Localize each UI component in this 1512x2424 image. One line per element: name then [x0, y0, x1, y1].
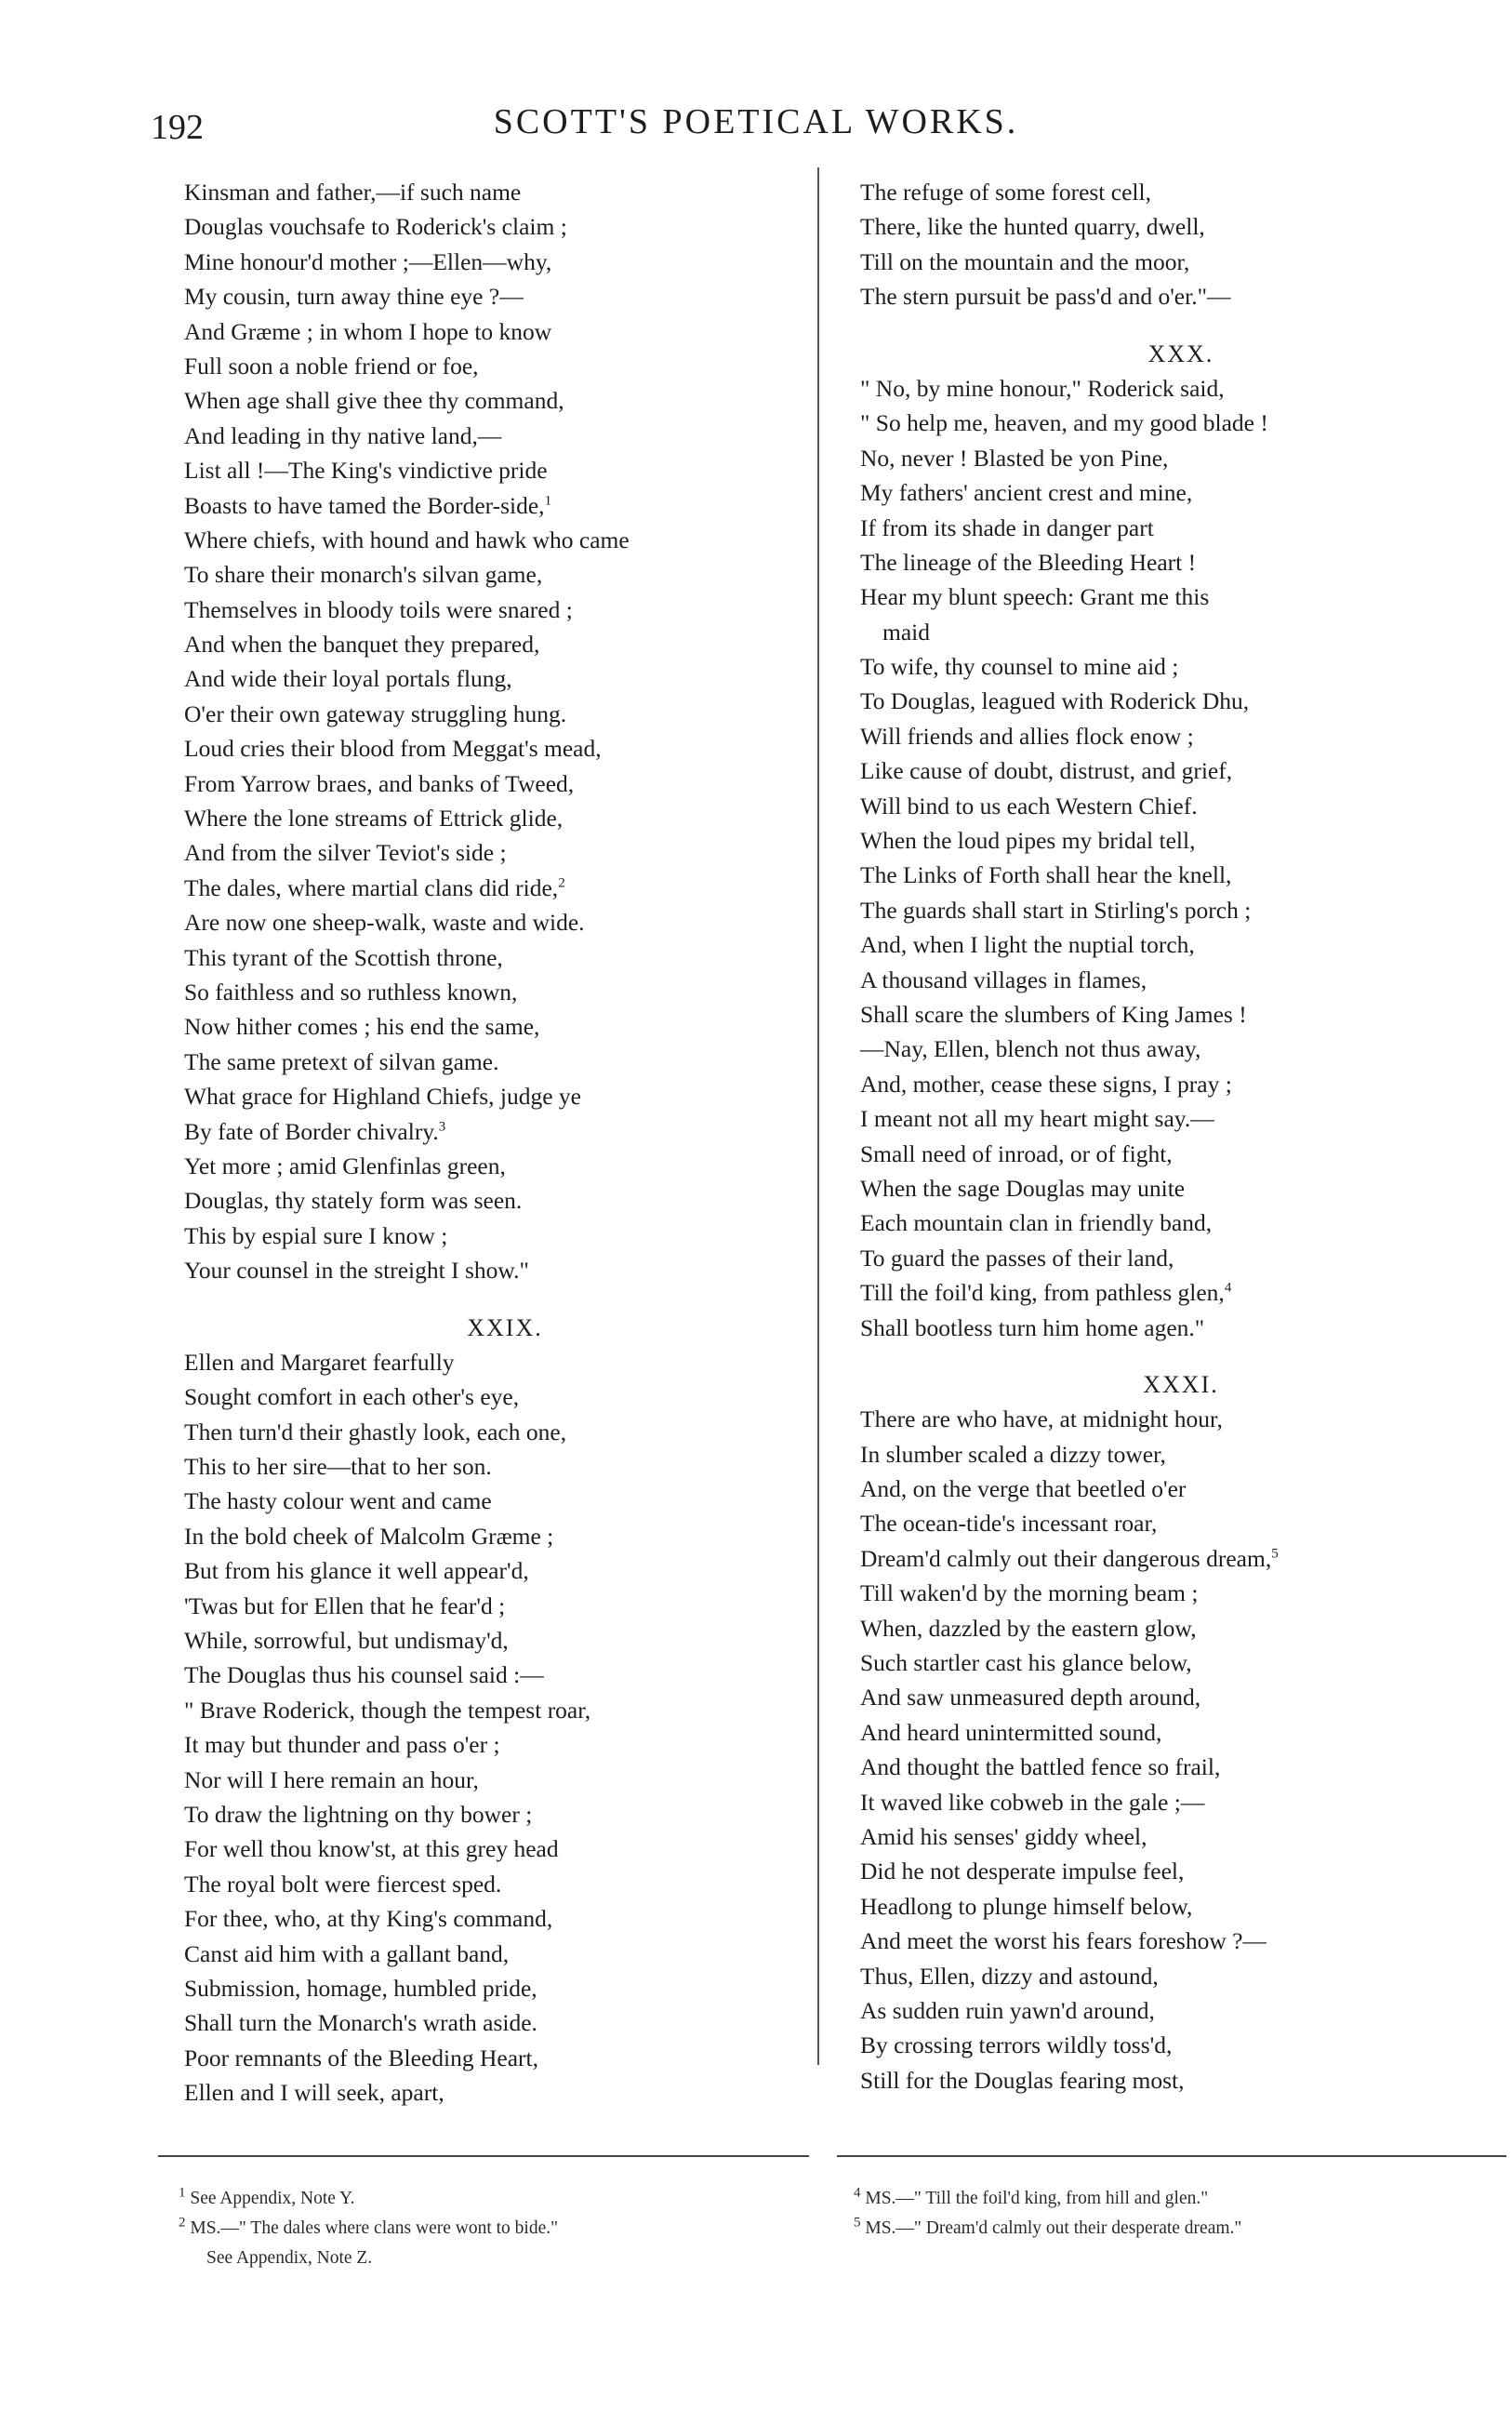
- footnote-text: MS.—" The dales where clans were wont to bide.": [190, 2218, 559, 2238]
- verse-text: When, dazzled by the eastern glow,: [860, 1614, 1197, 1642]
- verse-line: [184, 419, 826, 453]
- verse-line: [184, 2075, 826, 2110]
- verse-text: " So help me, heaven, and my good blade !: [860, 409, 1268, 437]
- verse-text: And when the banquet they prepared,: [184, 631, 540, 659]
- footnote-marker: 2: [558, 875, 565, 891]
- verse-line: [860, 1137, 1502, 1171]
- footnote-text: MS.—" Till the foil'd king, from hill and glen.": [865, 2189, 1209, 2208]
- verse-text: Where the lone streams of Ettrick glide,: [184, 805, 564, 832]
- verse-line: [184, 1519, 826, 1553]
- verse-line: [184, 1079, 826, 1113]
- verse-text: And heard unintermitted sound,: [860, 1718, 1162, 1746]
- footnote-marker: 4: [1224, 1280, 1232, 1296]
- verse-line: [184, 1009, 826, 1044]
- verse-line: [860, 1437, 1502, 1472]
- verse-text: Amid his senses' giddy wheel,: [860, 1822, 1147, 1850]
- verse-line: [184, 871, 826, 905]
- verse-line: [184, 627, 826, 661]
- verse-line: [860, 1101, 1502, 1136]
- verse-text: While, sorrowful, but undismay'd,: [184, 1627, 509, 1655]
- verse-text: maid: [882, 618, 930, 646]
- verse-line: [860, 1959, 1502, 1993]
- verse-line: [860, 1854, 1502, 1888]
- verse-text: And Græme ; in whom I hope to know: [184, 317, 552, 345]
- verse-text: In the bold cheek of Malcolm Græme ;: [184, 1522, 554, 1550]
- verse-line: [860, 1750, 1502, 1784]
- verse-text: My cousin, turn away thine eye ?—: [184, 283, 524, 311]
- verse-line: [860, 753, 1502, 788]
- running-head: SCOTT'S POETICAL WORKS.: [493, 102, 1019, 141]
- verse-text: Shall bootless turn him home agen.": [860, 1313, 1205, 1341]
- verse-line: [184, 661, 826, 696]
- verse-line: [184, 593, 826, 627]
- verse-line: [184, 1379, 826, 1414]
- verse-line: [184, 314, 826, 349]
- verse-line: [184, 940, 826, 975]
- verse-text: The dales, where martial clans did ride,: [184, 873, 559, 901]
- verse-line: [860, 545, 1502, 579]
- verse-text: XXIX.: [467, 1313, 543, 1341]
- verse-text: By crossing terrors wildly toss'd,: [860, 2031, 1173, 2059]
- verse-line: [860, 406, 1502, 440]
- footnote-rule-left: [158, 2155, 809, 2157]
- stanza-heading: [860, 1367, 1502, 1402]
- verse-line: [184, 175, 826, 209]
- verse-line: [184, 279, 826, 313]
- verse-text: Then turn'd their ghastly look, each one,: [184, 1418, 567, 1445]
- verse-line: [860, 175, 1502, 209]
- verse-line: [860, 858, 1502, 892]
- verse-line: [184, 1658, 826, 1692]
- footnote-number: 1: [179, 2185, 186, 2201]
- verse-line: [184, 488, 826, 523]
- verse-text: And meet the worst his fears foreshow ?—: [860, 1927, 1267, 1955]
- verse-line: [184, 1253, 826, 1287]
- verse-text: By fate of Border chivalry.: [184, 1117, 439, 1145]
- verse-text: " No, by mine honour," Roderick said,: [860, 374, 1225, 402]
- footnote: [179, 2184, 558, 2214]
- verse-line: [184, 1937, 826, 1971]
- verse-line: [860, 1785, 1502, 1819]
- verse-text: The guards shall start in Stirling's porch ;: [860, 896, 1252, 924]
- verse-text: Ellen and Margaret fearfully: [184, 1348, 455, 1376]
- verse-line: [184, 1149, 826, 1183]
- verse-line: [184, 905, 826, 939]
- verse-text: Shall scare the slumbers of King James !: [860, 1000, 1247, 1028]
- verse-text: Where chiefs, with hound and hawk who came: [184, 526, 630, 553]
- verse-text: To draw the lightning on thy bower ;: [184, 1800, 533, 1828]
- verse-text: To guard the passes of their land,: [860, 1244, 1174, 1272]
- verse-text: O'er their own gateway struggling hung.: [184, 699, 567, 727]
- footnote-number: 2: [179, 2215, 186, 2231]
- verse-line: [860, 279, 1502, 313]
- verse-text: A thousand villages in flames,: [860, 966, 1147, 993]
- verse-line: [860, 1819, 1502, 1854]
- verse-line: [860, 1241, 1502, 1275]
- footnote-text: See Appendix, Note Y.: [190, 2189, 355, 2208]
- verse-line: [860, 371, 1502, 406]
- verse-line: [184, 1045, 826, 1079]
- verse-line: [184, 1345, 826, 1379]
- left-column: [184, 175, 826, 2110]
- verse-text: If from its shade in danger part: [860, 513, 1154, 541]
- column-divider: [817, 167, 819, 2065]
- footnotes-left: [179, 2184, 558, 2273]
- verse-line: [860, 1645, 1502, 1680]
- verse-text: When age shall give thee thy command,: [184, 387, 564, 415]
- stanza-heading: [184, 1311, 826, 1345]
- verse-text: To wife, thy counsel to mine aid ;: [860, 653, 1179, 681]
- footnote-number: 5: [854, 2215, 861, 2231]
- verse-text: No, never ! Blasted be yon Pine,: [860, 444, 1169, 472]
- verse-text: The hasty colour went and came: [184, 1487, 492, 1515]
- footnote-marker: 5: [1271, 1546, 1279, 1562]
- verse-text: But from his glance it well appear'd,: [184, 1557, 529, 1585]
- verse-line: [860, 1576, 1502, 1610]
- verse-line: [184, 1589, 826, 1623]
- verse-line: [860, 1311, 1502, 1345]
- footnote-text: See Appendix, Note Z.: [206, 2248, 373, 2268]
- verse-text: When the loud pipes my bridal tell,: [860, 827, 1196, 855]
- verse-line: [860, 789, 1502, 823]
- footnote: [854, 2184, 1241, 2214]
- verse-text: And, when I light the nuptial torch,: [860, 931, 1195, 959]
- verse-text: As sudden ruin yawn'd around,: [860, 1996, 1155, 2024]
- verse-text: Till the foil'd king, from pathless glen,: [860, 1279, 1225, 1307]
- verse-text: It may but thunder and pass o'er ;: [184, 1731, 500, 1759]
- verse-line: [860, 1067, 1502, 1101]
- verse-text: The lineage of the Bleeding Heart !: [860, 548, 1197, 576]
- verse-line: [184, 975, 826, 1009]
- verse-text: Hear my blunt speech: Grant me this: [860, 583, 1210, 611]
- page-number: 192: [151, 108, 204, 147]
- verse-text: There are who have, at midnight hour,: [860, 1405, 1223, 1433]
- verse-line: [184, 1114, 826, 1149]
- verse-line: [184, 1971, 826, 2005]
- verse-line: [860, 1611, 1502, 1645]
- verse-line: [860, 475, 1502, 510]
- verse-text: Such startler cast his glance below,: [860, 1649, 1192, 1677]
- verse-text: This by espial sure I know ;: [184, 1221, 448, 1249]
- verse-text: And thought the battled fence so frail,: [860, 1753, 1221, 1781]
- verse-line: [860, 1889, 1502, 1924]
- verse-text: Now hither comes ; his end the same,: [184, 1013, 540, 1041]
- verse-text: Did he not desperate impulse feel,: [860, 1858, 1185, 1885]
- verse-text: So faithless and so ruthless known,: [184, 978, 518, 1006]
- verse-line: [860, 1715, 1502, 1750]
- verse-text: What grace for Highland Chiefs, judge ye: [184, 1083, 581, 1111]
- verse-text: Ellen and I will seek, apart,: [184, 2079, 444, 2107]
- verse-text: XXX.: [1147, 340, 1214, 367]
- verse-line: [860, 927, 1502, 962]
- verse-text: Shall turn the Monarch's wrath aside.: [184, 2009, 537, 2037]
- verse-text: The Douglas thus his counsel said :—: [184, 1661, 544, 1689]
- verse-text: —Nay, Ellen, blench not thus away,: [860, 1035, 1201, 1063]
- verse-line: [860, 579, 1502, 614]
- verse-text: Dream'd calmly out their dangerous dream,: [860, 1544, 1272, 1572]
- verse-line: [860, 1275, 1502, 1310]
- verse-text: Till waken'd by the morning beam ;: [860, 1579, 1199, 1607]
- verse-line: [184, 731, 826, 766]
- verse-text: Thus, Ellen, dizzy and astound,: [860, 1962, 1159, 1990]
- verse-text: XXXI.: [1143, 1370, 1219, 1398]
- verse-line: [184, 1484, 826, 1518]
- verse-text: Douglas vouchsafe to Roderick's claim ;: [184, 213, 567, 241]
- footnote-marker: 3: [438, 1119, 446, 1135]
- verse-text: The ocean-tide's incessant roar,: [860, 1510, 1158, 1538]
- verse-text: Still for the Douglas fearing most,: [860, 2066, 1185, 2094]
- verse-line: [860, 2028, 1502, 2062]
- verse-text: Kinsman and father,—if such name: [184, 179, 522, 206]
- verse-text: Small need of inroad, or of fight,: [860, 1139, 1173, 1167]
- verse-line: [860, 963, 1502, 997]
- verse-text: Boasts to have tamed the Border-side,: [184, 491, 545, 519]
- stanza-heading: [860, 337, 1502, 371]
- verse-line: [184, 1763, 826, 1797]
- verse-line: [184, 1867, 826, 1901]
- verse-text: And from the silver Teviot's side ;: [184, 839, 507, 867]
- verse-line: [184, 1797, 826, 1831]
- right-column: [860, 175, 1502, 2098]
- verse-text: In slumber scaled a dizzy tower,: [860, 1440, 1166, 1468]
- verse-line: [184, 697, 826, 731]
- verse-line: [860, 1506, 1502, 1540]
- verse-text: Douglas, thy stately form was seen.: [184, 1187, 523, 1215]
- verse-line: [860, 1032, 1502, 1066]
- verse-text: The Links of Forth shall hear the knell,: [860, 861, 1232, 889]
- footnote-text: MS.—" Dream'd calmly out their desperate dream.": [865, 2218, 1242, 2238]
- verse-line: [184, 383, 826, 418]
- footnote: [179, 2244, 558, 2273]
- verse-text: This to her sire—that to her son.: [184, 1453, 492, 1481]
- verse-line: [860, 2063, 1502, 2098]
- verse-text: The same pretext of silvan game.: [184, 1047, 499, 1075]
- verse-line: [860, 615, 1502, 649]
- footnote: [854, 2214, 1241, 2244]
- verse-line: [860, 893, 1502, 927]
- verse-line: [860, 511, 1502, 545]
- verse-text: Mine honour'd mother ;—Ellen—why,: [184, 247, 552, 275]
- footnotes-right: [854, 2184, 1241, 2244]
- verse-line: [184, 523, 826, 557]
- verse-text: From Yarrow braes, and banks of Tweed,: [184, 769, 575, 797]
- verse-text: Nor will I here remain an hour,: [184, 1765, 479, 1793]
- verse-text: Headlong to plunge himself below,: [860, 1892, 1193, 1920]
- verse-text: Each mountain clan in friendly band,: [860, 1209, 1213, 1237]
- verse-line: [860, 1205, 1502, 1240]
- footnote-number: 4: [854, 2185, 861, 2201]
- verse-text: To share their monarch's silvan game,: [184, 561, 543, 589]
- verse-text: Till on the mountain and the moor,: [860, 247, 1190, 275]
- verse-line: [860, 1402, 1502, 1436]
- verse-line: [184, 1415, 826, 1449]
- verse-line: [860, 441, 1502, 475]
- verse-text: Poor remnants of the Bleeding Heart,: [184, 2044, 538, 2071]
- verse-line: [184, 1831, 826, 1866]
- verse-line: [860, 649, 1502, 684]
- verse-text: This tyrant of the Scottish throne,: [184, 943, 503, 971]
- verse-line: [184, 1553, 826, 1588]
- verse-line: [860, 245, 1502, 279]
- verse-line: [184, 1183, 826, 1218]
- verse-text: List all !—The King's vindictive pride: [184, 457, 548, 485]
- verse-text: I meant not all my heart might say.—: [860, 1105, 1214, 1133]
- verse-line: [184, 1623, 826, 1658]
- verse-line: [184, 1449, 826, 1484]
- verse-line: [184, 835, 826, 870]
- verse-text: " Brave Roderick, though the tempest roar,: [184, 1696, 591, 1724]
- verse-text: And wide their loyal portals flung,: [184, 665, 512, 693]
- verse-line: [860, 1541, 1502, 1576]
- verse-text: The royal bolt were fiercest sped.: [184, 1870, 502, 1898]
- verse-line: [860, 1171, 1502, 1205]
- verse-text: And saw unmeasured depth around,: [860, 1684, 1201, 1711]
- verse-line: [860, 823, 1502, 858]
- verse-text: And, mother, cease these signs, I pray ;: [860, 1070, 1232, 1098]
- verse-text: Like cause of doubt, distrust, and grief,: [860, 757, 1233, 785]
- verse-line: [184, 209, 826, 244]
- verse-line: [860, 684, 1502, 718]
- verse-text: Themselves in bloody toils were snared ;: [184, 595, 573, 623]
- verse-text: Canst aid him with a gallant band,: [184, 1939, 510, 1967]
- verse-line: [860, 997, 1502, 1032]
- verse-text: Your counsel in the streight I show.": [184, 1257, 529, 1285]
- verse-line: [184, 453, 826, 487]
- verse-line: [184, 766, 826, 801]
- verse-line: [860, 209, 1502, 244]
- verse-line: [184, 1219, 826, 1253]
- footnote-marker: 1: [544, 493, 552, 509]
- verse-text: My fathers' ancient crest and mine,: [860, 479, 1193, 507]
- verse-text: For well thou know'st, at this grey head: [184, 1835, 559, 1863]
- verse-text: Sought comfort in each other's eye,: [184, 1383, 520, 1411]
- verse-text: Are now one sheep-walk, waste and wide.: [184, 909, 585, 937]
- verse-line: [860, 1993, 1502, 2028]
- verse-line: [184, 245, 826, 279]
- verse-line: [184, 2005, 826, 2040]
- verse-line: [184, 349, 826, 383]
- verse-line: [184, 557, 826, 592]
- verse-text: The stern pursuit be pass'd and o'er."—: [860, 283, 1231, 311]
- verse-text: It waved like cobweb in the gale ;—: [860, 1788, 1205, 1816]
- verse-line: [860, 719, 1502, 753]
- verse-text: Loud cries their blood from Meggat's mead,: [184, 735, 602, 763]
- verse-line: [184, 2041, 826, 2075]
- verse-line: [184, 1901, 826, 1936]
- verse-text: The refuge of some forest cell,: [860, 179, 1151, 206]
- footnote: [179, 2214, 558, 2244]
- verse-text: Yet more ; amid Glenfinlas green,: [184, 1152, 506, 1179]
- verse-line: [184, 1693, 826, 1727]
- verse-text: And leading in thy native land,—: [184, 421, 502, 449]
- footnote-rule-right: [837, 2155, 1506, 2157]
- verse-text: To Douglas, leagued with Roderick Dhu,: [860, 687, 1250, 715]
- verse-line: [184, 1727, 826, 1762]
- verse-text: And, on the verge that beetled o'er: [860, 1475, 1187, 1503]
- verse-text: For thee, who, at thy King's command,: [184, 1905, 553, 1933]
- verse-line: [184, 801, 826, 835]
- verse-text: Will bind to us each Western Chief.: [860, 792, 1198, 819]
- verse-text: Full soon a noble friend or foe,: [184, 352, 479, 380]
- verse-line: [860, 1680, 1502, 1714]
- verse-text: Will friends and allies flock enow ;: [860, 722, 1194, 750]
- verse-line: [860, 1924, 1502, 1958]
- verse-text: Submission, homage, humbled pride,: [184, 1974, 537, 2002]
- verse-text: There, like the hunted quarry, dwell,: [860, 213, 1205, 241]
- verse-line: [860, 1472, 1502, 1506]
- verse-text: 'Twas but for Ellen that he fear'd ;: [184, 1592, 506, 1619]
- verse-text: When the sage Douglas may unite: [860, 1174, 1186, 1202]
